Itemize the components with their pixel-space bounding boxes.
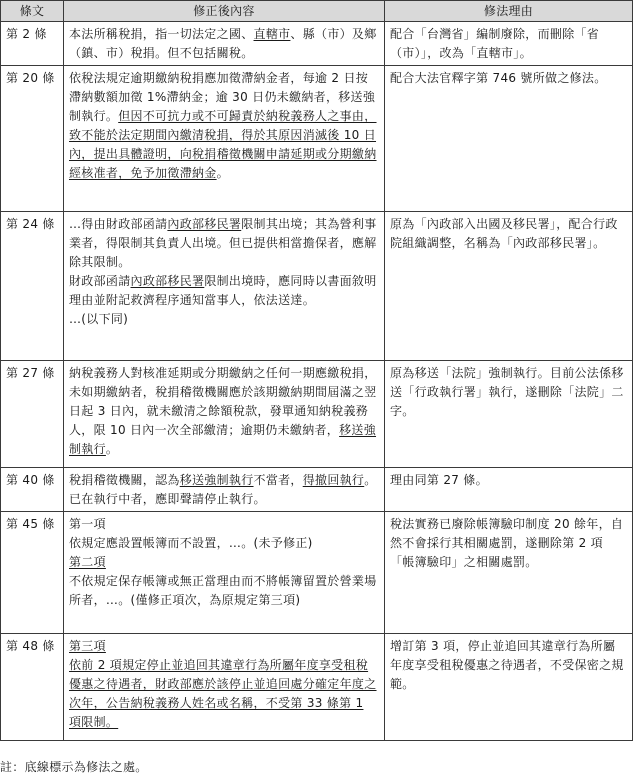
reason-cell: 原為移送「法院」強制執行。目前公法係移送「行政執行署」執行，遂刪除「法院」二字。	[385, 361, 633, 468]
amended-text: 財政部函請	[69, 274, 131, 288]
amended-text: 、縣（市）及鄉（鎮、市）稅捐。但不包括關稅。	[69, 27, 377, 60]
amended-content-cell	[64, 22, 385, 66]
amended-content-cell	[64, 512, 385, 634]
amended-paragraph	[69, 272, 379, 310]
reason-cell: 增訂第 3 項，停止並追回其違章行為所屬年度享受租稅優惠之待遇者，不受保密之規範。	[385, 634, 633, 741]
table-header-row	[1, 1, 633, 22]
table-row	[1, 512, 633, 634]
amended-text: 依規定應設置帳簿而不設置，…。(未予修正)	[69, 536, 313, 550]
amended-text: 第一項	[69, 517, 106, 531]
table-row	[1, 212, 633, 361]
amended-content-cell	[64, 634, 385, 741]
amended-text: …(以下同)	[69, 312, 129, 326]
article-cell: 第 40 條	[1, 468, 64, 512]
amended-paragraph	[69, 553, 379, 572]
amended-text-underlined: 內政部移民署	[130, 274, 205, 288]
table-row	[1, 468, 633, 512]
amended-paragraph	[69, 471, 379, 509]
article-cell: 第 27 條	[1, 361, 64, 468]
reason-cell: 配合「台灣省」編制廢除，而刪除「省（市）」，改為「直轄市」。	[385, 22, 633, 66]
amended-content-cell	[64, 66, 385, 212]
amended-paragraph	[69, 656, 379, 732]
reason-cell: 配合大法官釋字第 746 號所做之修法。	[385, 66, 633, 212]
amended-text-underlined: 第三項	[69, 639, 106, 653]
amended-text: 本法所稱稅捐，指一切法定之國、	[69, 27, 254, 41]
amended-paragraph	[69, 534, 379, 553]
amended-paragraph	[69, 215, 379, 272]
amended-content-cell	[64, 468, 385, 512]
amended-text-underlined: 移送強制執行	[179, 473, 254, 487]
amended-text: 限制出境時，應同時以書面敘明理由並附記救濟程序通知當事人，依法送達。	[69, 274, 377, 307]
header-amended-content: 修正後內容	[64, 1, 385, 22]
amended-paragraph	[69, 25, 379, 63]
amended-paragraph	[69, 515, 379, 534]
article-cell: 第 24 條	[1, 212, 64, 361]
amended-paragraph	[69, 364, 379, 459]
amended-text-underlined: 但因不可抗力或不可歸責於納稅義務人之事由，致不能於法定期間內繳清稅捐，得於其原因消滅後 10 日內，提出具體證明，向稅捐稽徵機關申請延期或分期繳納經核准者，免予加徵滯納金	[69, 109, 377, 180]
article-cell: 第 45 條	[1, 512, 64, 634]
amended-text: 稅捐稽徵機關，認為	[69, 473, 180, 487]
amended-text-underlined: 直轄市	[253, 27, 291, 41]
amended-content-cell	[64, 212, 385, 361]
amended-paragraph	[69, 572, 379, 610]
table-row	[1, 361, 633, 468]
amended-text-underlined: 移送強制執行	[69, 423, 377, 456]
header-article: 條文	[1, 1, 64, 22]
article-cell: 第 48 條	[1, 634, 64, 741]
amended-text-underlined: 內政部移民署	[167, 217, 242, 231]
amended-text: 。	[216, 166, 229, 180]
reason-cell: 稅法實務已廢除帳簿驗印制度 20 餘年，自然不會採行其相關處罰，遂刪除第 2 項「帳簿驗印」之相關處罰。	[385, 512, 633, 634]
amended-text: 。已在執行中者，應即聲請停止執行。	[69, 473, 377, 506]
table-row	[1, 66, 633, 212]
footnote: 註：底線標示為修法之處。	[0, 760, 148, 774]
amended-text-underlined: 第二項	[69, 555, 106, 569]
amended-paragraph	[69, 637, 379, 656]
article-cell: 第 2 條	[1, 22, 64, 66]
article-cell: 第 20 條	[1, 66, 64, 212]
amended-text: 不當者，	[253, 473, 303, 487]
table-row	[1, 634, 633, 741]
amended-text: 納稅義務人對核准延期或分期繳納之任何一期應繳稅捐，未如期繳納者，稅捐稽徵機關應於該期繳納期間屆滿之翌日起 3 日內，就未繳清之餘額稅款，發單通知納稅義務人，限 10 日內一次全部繳清；逾期仍未繳納者，	[69, 366, 377, 437]
amended-text-underlined: 依前 2 項規定停止並追回其違章行為所屬年度享受租稅優惠之待遇者，財政部應於該停止並追回處分確定年度之次年，公告納稅義務人姓名或名稱，不受第 33 條第 1 項限制。	[69, 658, 377, 729]
amended-text-underlined: 得撤回執行	[302, 473, 365, 487]
table-row	[1, 22, 633, 66]
amended-paragraph	[69, 69, 379, 183]
amended-text: 限制其出境；其為營利事業者，得限制其負責人出境。但已提供相當擔保者，應解除其限制。	[69, 217, 377, 269]
header-amendment-reason: 修法理由	[385, 1, 633, 22]
amended-text: 不依規定保存帳簿或無正當理由而不將帳簿留置於營業場所者，…。(僅修正項次，為原規定第三項)	[69, 574, 377, 607]
amended-paragraph	[69, 310, 379, 329]
amended-text: 。	[105, 442, 119, 456]
reason-cell: 原為「內政部入出國及移民署」，配合行政院組織調整，名稱為「內政部移民署」。	[385, 212, 633, 361]
amended-text: …得由財政部函請	[69, 217, 168, 231]
amended-text: 依稅法規定逾期繳納稅捐應加徵滯納金者，每逾 2 日按滯納數額加徵 1%滯納金；逾 30 日仍未繳納者，移送強制執行。	[69, 71, 376, 123]
amended-content-cell	[64, 361, 385, 468]
reason-cell: 理由同第 27 條。	[385, 468, 633, 512]
